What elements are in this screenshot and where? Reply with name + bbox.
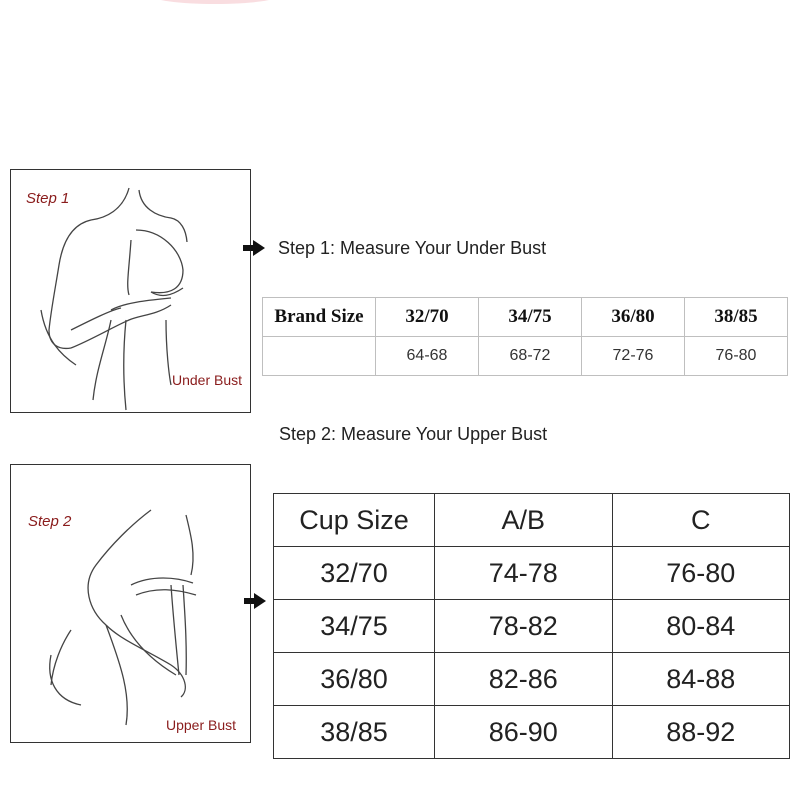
- table-row: [263, 298, 788, 337]
- table-cell: 32/70: [376, 298, 479, 337]
- table-cell: 68-72: [479, 337, 582, 376]
- upper-bust-figure-illustration: [11, 465, 250, 742]
- table-cell: 64-68: [376, 337, 479, 376]
- step2-heading: Step 2: Measure Your Upper Bust: [279, 424, 548, 444]
- table-header-cell: C: [612, 494, 790, 547]
- table-cell: 76-80: [685, 337, 788, 376]
- table-cell: 72-76: [582, 337, 685, 376]
- step2-panel-label: Step 2: [28, 513, 72, 530]
- table-row: [274, 600, 790, 653]
- table-row: [263, 337, 788, 376]
- table-cell: 74-78: [435, 547, 613, 600]
- table-row: [274, 706, 790, 759]
- table-cell: 78-82: [435, 600, 613, 653]
- table-cell: 88-92: [612, 706, 790, 759]
- brand-size-header: Brand Size: [263, 298, 376, 337]
- table-row: [274, 547, 790, 600]
- table-cell: 34/75: [274, 600, 435, 653]
- table-cell: 76-80: [612, 547, 790, 600]
- table-cell: [263, 337, 376, 376]
- table-cell: 82-86: [435, 653, 613, 706]
- step1-illustration-panel: [10, 169, 251, 413]
- table-cell: 86-90: [435, 706, 613, 759]
- table-row: [274, 494, 790, 547]
- table-header-cell: Cup Size: [274, 494, 435, 547]
- table-row: [274, 653, 790, 706]
- table-cell: 36/80: [274, 653, 435, 706]
- upper-bust-label: Upper Bust: [166, 717, 237, 733]
- table-cell: 36/80: [582, 298, 685, 337]
- decorative-swoosh: [150, 0, 280, 4]
- brand-size-table: [262, 297, 788, 376]
- table-header-cell: A/B: [435, 494, 613, 547]
- step1-heading: Step 1: Measure Your Under Bust: [278, 238, 547, 258]
- table-cell: 84-88: [612, 653, 790, 706]
- table-cell: 34/75: [479, 298, 582, 337]
- step2-illustration-panel: [10, 464, 251, 743]
- under-bust-label: Under Bust: [172, 372, 243, 388]
- right-arrow-icon: [243, 240, 265, 256]
- right-arrow-icon: [244, 593, 266, 609]
- table-cell: 32/70: [274, 547, 435, 600]
- table-cell: 38/85: [685, 298, 788, 337]
- table-cell: 38/85: [274, 706, 435, 759]
- cup-size-table: [273, 493, 790, 759]
- table-cell: 80-84: [612, 600, 790, 653]
- step1-panel-label: Step 1: [26, 190, 70, 207]
